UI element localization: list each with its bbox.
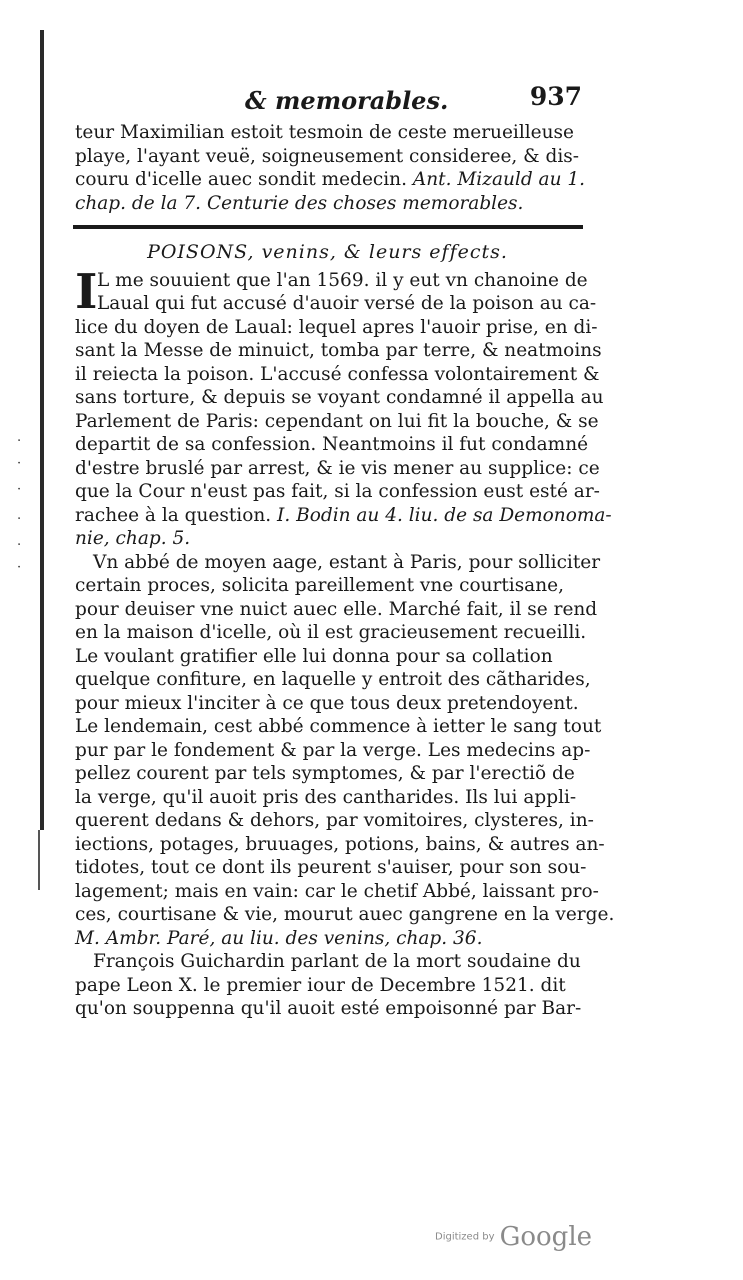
margin-mark: .	[17, 534, 22, 549]
text-line: querent dedans & dehors, par vomitoires, clysteres, in-	[75, 810, 594, 831]
section-title: POISONS, venins, & leurs effects.	[147, 241, 508, 263]
running-head: & memorables.	[245, 86, 449, 115]
text-line: Le voulant gratifier elle lui donna pour sa collation	[75, 645, 553, 667]
book-spine-edge	[40, 30, 44, 830]
book-page	[75, 82, 615, 1021]
paragraph-1	[75, 263, 612, 551]
paragraph-3	[75, 950, 580, 1021]
margin-mark: ·	[17, 560, 22, 575]
source-citation: I. Bodin au 4. liu. de sa Demonoma-	[277, 504, 612, 526]
paragraph-2	[75, 551, 615, 951]
source-citation: chap. de la 7. Centurie des choses memorables.	[75, 192, 524, 214]
text-line: François Guichardin parlant de la mort soudaine du	[93, 951, 581, 972]
text-line: la verge, qu'il auoit pris des cantharides. Ils lui appli-	[75, 786, 577, 808]
text-line: lice du doyen de Laual: lequel apres l'auoir prise, en di-	[75, 316, 598, 338]
watermark-prefix: Digitized by	[435, 1231, 495, 1243]
text-line: pape Leon X. le premier iour de Decembre 1521. dit	[75, 974, 566, 996]
source-citation: Ant. Mizauld au 1.	[412, 169, 586, 190]
text-line: Parlement de Paris: cependant on lui fit la bouche, & se	[75, 410, 599, 432]
text-line: Laual qui fut accusé d'auoir versé de la poison au ca-	[97, 293, 597, 314]
text-line: pour deuiser vne nuict auec elle. Marché fait, il se rend	[75, 598, 598, 620]
text-line: teur Maximilian estoit tesmoin de ceste merueilleuse	[75, 122, 574, 143]
text-line: playe, l'ayant veuë, soigneusement consideree, & dis-	[75, 145, 580, 167]
text-line: sant la Messe de minuict, tomba par terre, & neatmoins	[75, 340, 602, 361]
source-citation: M. Ambr. Paré, au liu. des venins, chap. 36.	[75, 927, 483, 949]
section-divider	[73, 225, 583, 229]
page-number: 937	[529, 82, 582, 111]
text-line: lagement; mais en vain: car le chetif Abbé, laissant pro-	[75, 880, 599, 902]
text-line: iections, potages, bruuages, potions, bains, & autres an-	[75, 833, 605, 855]
text-line: pellez courent par tels symptomes, & par l'erectiõ de	[75, 763, 575, 784]
text-line: il reiecta la poison. L'accusé confessa volontairement &	[75, 363, 600, 385]
book-spine-edge-lower	[38, 830, 40, 890]
text-line: d'estre bruslé par arrest, & ie vis mener au supplice: ce	[75, 457, 600, 479]
google-logo: Google	[499, 1222, 593, 1252]
text-line: qu'on souppenna qu'il auoit esté empoisonné par Bar-	[75, 998, 582, 1019]
text-line: couru d'icelle auec sondit medecin. Ant. Mizauld au 1.	[75, 169, 586, 190]
text-line: departit de sa confession. Neantmoins il fut condamné	[75, 434, 589, 455]
margin-mark: ·	[17, 456, 22, 471]
text-line: ces, courtisane & vie, mourut auec gangrene en la verge.	[75, 904, 615, 925]
text-line: I L me souuient que l'an 1569. il y eut vn chanoine de	[75, 263, 588, 320]
text-line: certain proces, solicita pareillement vne courtisane,	[75, 575, 564, 596]
text-line: rachee à la question. I. Bodin au 4. liu. de sa Demonoma-	[75, 504, 612, 526]
margin-marks	[17, 425, 27, 581]
margin-mark: ·	[17, 482, 22, 497]
text-line: Le lendemain, cest abbé commence à ietter le sang tout	[75, 716, 602, 737]
drop-cap: I	[75, 263, 98, 320]
text-line: en la maison d'icelle, où il est gracieusement recueilli.	[75, 622, 587, 643]
page-header	[75, 82, 582, 119]
text-line: pour mieux l'inciter à ce que tous deux pretendoyent.	[75, 692, 579, 714]
text-line: quelque confiture, en laquelle y entroit des cãtharides,	[75, 669, 591, 690]
margin-mark: .	[17, 508, 22, 523]
text-line: sans torture, & depuis se voyant condamné il appella au	[75, 387, 604, 408]
margin-mark: .	[17, 430, 22, 445]
top-paragraph	[75, 121, 586, 215]
source-citation: nie, chap. 5.	[75, 528, 191, 549]
text-line: pur par le fondement & par la verge. Les medecins ap-	[75, 739, 591, 761]
google-watermark	[435, 1222, 592, 1252]
text-line: Vn abbé de moyen aage, estant à Paris, pour solliciter	[93, 551, 601, 573]
text-line: tidotes, tout ce dont ils peurent s'auiser, pour son sou-	[75, 857, 587, 878]
text-line: que la Cour n'eust pas fait, si la confession eust esté ar-	[75, 481, 600, 502]
